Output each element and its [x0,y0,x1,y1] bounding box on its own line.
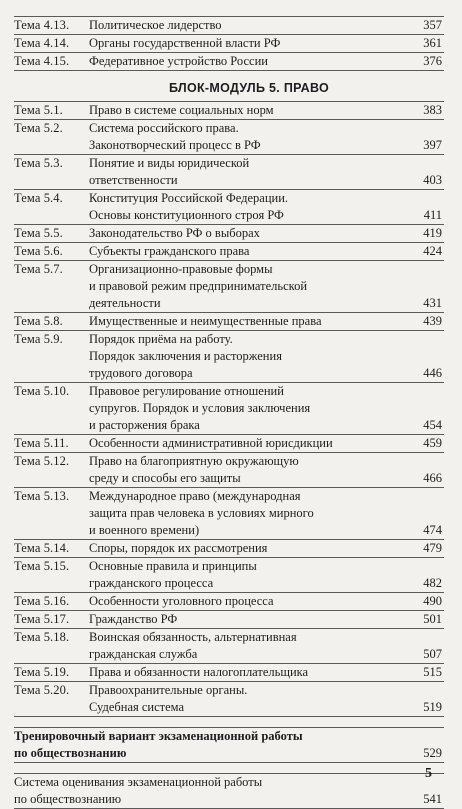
table-of-contents [14,16,444,809]
toc-entry-page: 411 [423,208,442,222]
toc-entry [14,331,444,383]
toc-entry-label: Тема 5.20. [14,683,70,697]
toc-entry-title: Право в системе социальных норм [89,103,274,117]
toc-entry-label: Тема 5.4. [14,191,63,205]
toc-entry-title: Система российского права. Законотворческий процесс в РФ [89,121,261,152]
toc-entry [14,558,444,593]
toc-entry [14,261,444,313]
toc-entry [14,664,444,682]
toc-entry [14,225,444,243]
toc-entry-page: 529 [423,746,442,760]
toc-entry-page: 376 [423,54,442,68]
toc-entry-label: Тема 5.10. [14,384,70,398]
toc-entry-label: Тема 4.15. [14,54,70,68]
toc-entry-page: 357 [423,18,442,32]
toc-section-block-5 [14,101,444,717]
toc-entry-page: 490 [423,594,442,608]
toc-entry-title: Федеративное устройство России [89,54,268,68]
toc-entry-page: 454 [423,418,442,432]
toc-entry-title: Организационно-правовые формы и правовой режим предпринимательской деятельности [89,262,308,310]
toc-entry-title: Имущественные и неимущественные права [89,314,322,328]
toc-entry-page: 439 [423,314,442,328]
toc-entry-page: 403 [423,173,442,187]
toc-entry-label: Тема 5.11. [14,436,69,450]
toc-entry-page: 361 [423,36,442,50]
toc-entry-page: 474 [423,523,442,537]
toc-entry-label: Тема 5.19. [14,665,70,679]
toc-entry [14,16,444,35]
toc-entry-page: 541 [423,792,442,806]
toc-entry-label: Тема 5.8. [14,314,63,328]
toc-entry [14,488,444,540]
toc-entry [14,155,444,190]
toc-entry-label: Тема 5.13. [14,489,70,503]
page-number: 5 [425,766,432,781]
toc-entry-page: 424 [423,244,442,258]
toc-entry-label: Тема 5.1. [14,103,63,117]
toc-entry-page: 507 [423,647,442,661]
toc-entry-page: 466 [423,471,442,485]
toc-entry-title: Порядок приёма на работу. Порядок заключения и расторжения трудового договора [89,332,282,380]
toc-entry [14,593,444,611]
toc-entry [14,453,444,488]
toc-entry-title: Особенности административной юрисдикции [89,436,333,450]
toc-entry [14,435,444,453]
toc-entry-label: Тема 5.6. [14,244,63,258]
toc-entry-page: 459 [423,436,442,450]
toc-entry-label: Тема 5.12. [14,454,70,468]
toc-entry [14,682,444,717]
toc-entry-label: Тема 5.14. [14,541,70,555]
toc-entry-title: Органы государственной власти РФ [89,36,281,50]
toc-entry-label: Тема 4.13. [14,18,70,32]
toc-entry-page: 446 [423,366,442,380]
toc-section-top [14,16,444,71]
toc-entry-title: Особенности уголовного процесса [89,594,274,608]
toc-entry-page: 515 [423,665,442,679]
toc-entry-label: Тема 5.15. [14,559,70,573]
toc-entry-label: Тема 5.9. [14,332,63,346]
toc-entry-title: Система оценивания экзаменационной работы по обществознанию [14,775,263,806]
toc-entry-training [14,727,444,763]
toc-entry-title: Права и обязанности налогоплательщика [89,665,309,679]
toc-entry-page: 397 [423,138,442,152]
toc-entry-label: Тема 5.17. [14,612,70,626]
toc-entry-label: Тема 5.7. [14,262,63,276]
toc-entry-title: Право на благоприятную окружающую среду и способы его защиты [89,454,299,485]
toc-entry-label: Тема 5.3. [14,156,63,170]
toc-entry [14,611,444,629]
toc-entry-page: 479 [423,541,442,555]
toc-entry-page: 431 [423,296,442,310]
toc-entry [14,120,444,155]
toc-entry-label: Тема 5.18. [14,630,70,644]
toc-entry-label: Тема 5.5. [14,226,63,240]
toc-entry-title: Правоохранительные органы. Судебная система [89,683,248,714]
toc-entry-label: Тема 5.2. [14,121,63,135]
toc-entry-page: 501 [423,612,442,626]
toc-entry-label: Тема 4.14. [14,36,70,50]
toc-entry-title: Конституция Российской Федерации. Основы конституционного строя РФ [89,191,289,222]
toc-entry-title: Тренировочный вариант экзаменационной работы по обществознанию [14,729,303,760]
toc-entry [14,629,444,664]
toc-entry-title: Споры, порядок их рассмотрения [89,541,268,555]
toc-entry [14,101,444,120]
toc-entry-title: Воинская обязанность, альтернативная гражданская служба [89,630,297,661]
toc-entry [14,243,444,261]
toc-entry-page: 519 [423,700,442,714]
toc-entry-title: Основные правила и принципы гражданского процесса [89,559,257,590]
toc-entry-title: Правовое регулирование отношений супругов. Порядок и условия заключения и расторжения брака [89,384,311,432]
toc-entry [14,313,444,331]
toc-entry-page: 482 [423,576,442,590]
toc-entry [14,35,444,53]
toc-entry-page: 383 [423,103,442,117]
toc-entry-title: Законодательство РФ о выборах [89,226,260,240]
toc-entry-title: Субъекты гражданского права [89,244,250,258]
toc-entry [14,53,444,71]
toc-entry [14,540,444,558]
toc-entry-page: 419 [423,226,442,240]
toc-entry-title: Политическое лидерство [89,18,222,32]
toc-entry-title: Понятие и виды юридической ответственности [89,156,250,187]
toc-entry-grading [14,773,444,809]
toc-entry [14,383,444,435]
toc-entry-label: Тема 5.16. [14,594,70,608]
toc-entry-title: Гражданство РФ [89,612,178,626]
toc-entry-title: Международное право (международная защита прав человека в условиях мирного и военного времени) [89,489,314,537]
toc-entry [14,190,444,225]
block-header: БЛОК-МОДУЛЬ 5. ПРАВО [168,81,330,95]
